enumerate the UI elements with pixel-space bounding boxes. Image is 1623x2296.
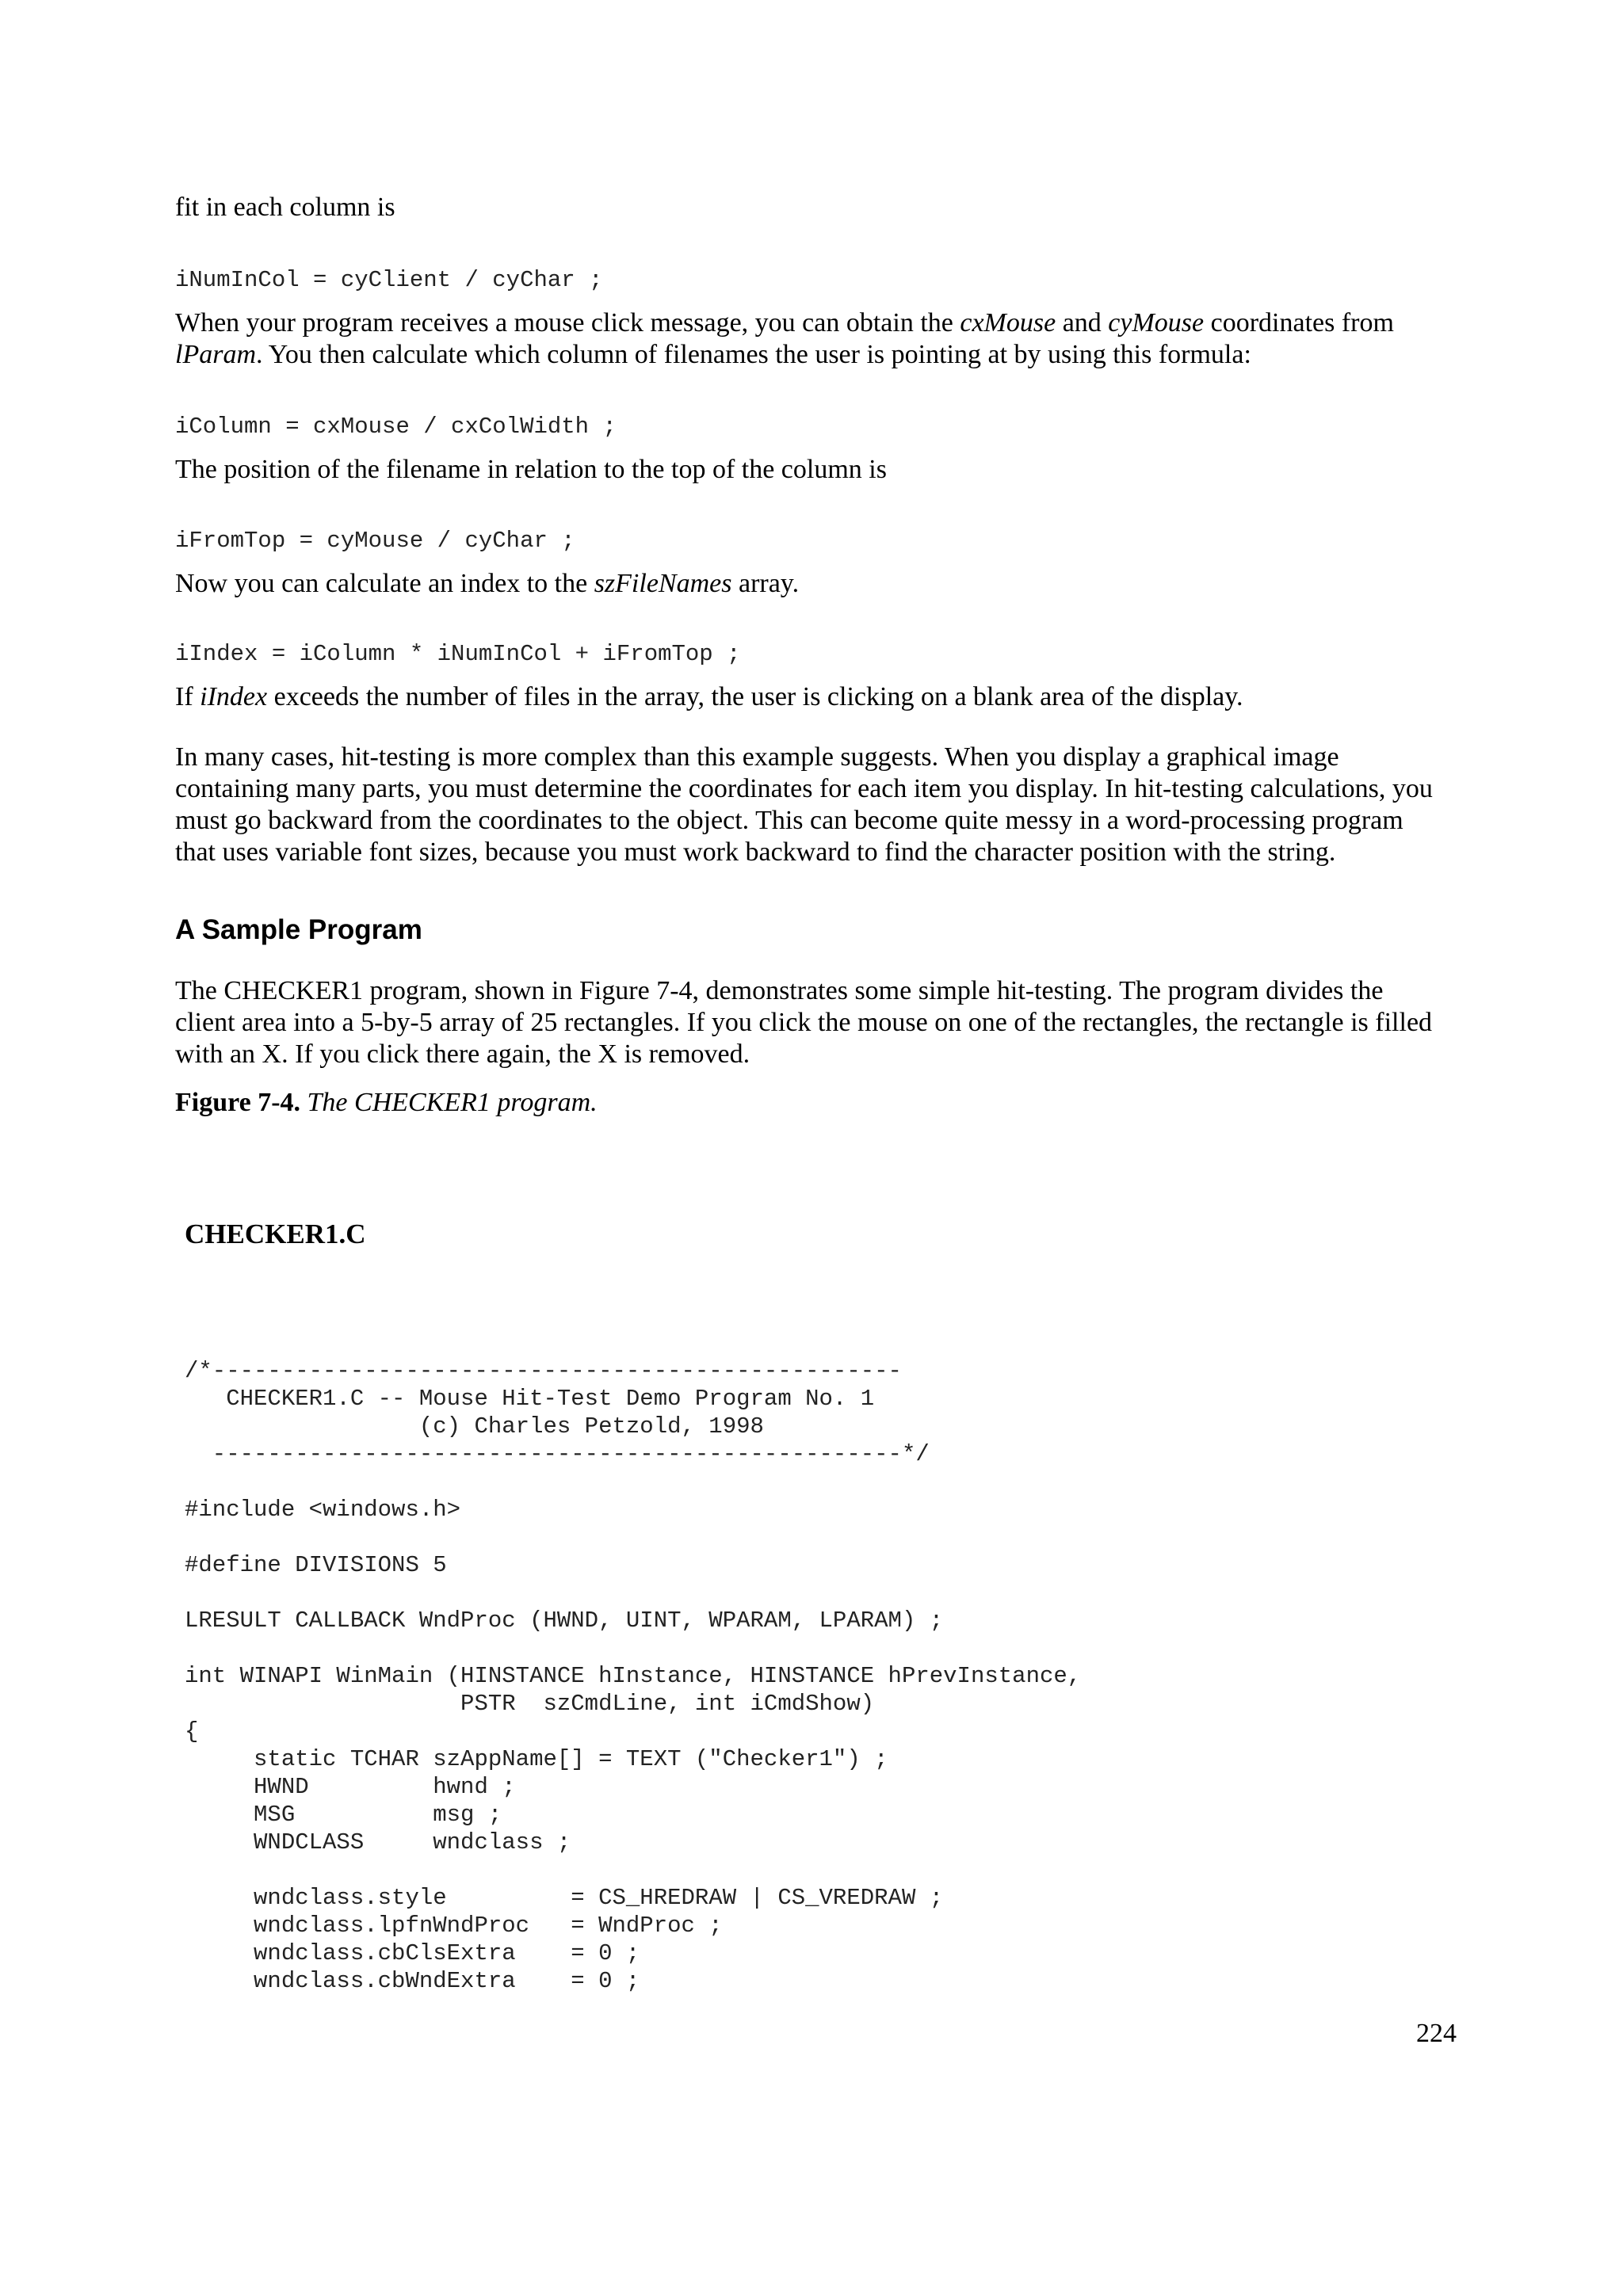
code-listing-line: #include <windows.h>: [185, 1497, 461, 1523]
code-listing-line: [185, 1856, 1081, 1884]
code-listing-line: (c) Charles Petzold, 1998: [185, 1413, 764, 1440]
code-listing-line: wndclass.cbClsExtra = 0 ;: [185, 1940, 640, 1966]
paragraph-mouse-click: When your program receives a mouse click message, you can obtain the cxMouse and cyMouse coordinates from lParam. You then calculate which column of filenames the user is pointing at by using this formula:: [175, 308, 1401, 369]
section-heading: A Sample Program: [175, 914, 422, 945]
code-line-column: iColumn = cxMouse / cxColWidth ;: [175, 414, 617, 440]
code-listing-line: HWND hwnd ;: [185, 1774, 516, 1800]
paragraph-blank-area: If iIndex exceeds the number of files in the array, the user is clicking on a blank area of the display.: [175, 682, 1243, 711]
paragraph-position: The position of the filename in relation to the top of the column is: [175, 455, 887, 484]
code-listing-line: wndclass.cbWndExtra = 0 ;: [185, 1968, 640, 1994]
paragraph-intro: fit in each column is: [175, 193, 395, 222]
paragraph-checker1: The CHECKER1 program, shown in Figure 7-4, demonstrates some simple hit-testing. The program divides the client area into a 5-by-5 array of 25 rectangles. If you click the mouse on one of the rectangles, the rectangle is filled with an X. If you click there again, the X is removed.: [175, 976, 1433, 1069]
code-listing-line: [185, 1524, 1081, 1551]
code-listing-line: [185, 1634, 1081, 1662]
page-number: 224: [1416, 2019, 1457, 2048]
listing-title: CHECKER1.C: [185, 1219, 366, 1249]
code-listing-line: wndclass.style = CS_HREDRAW | CS_VREDRAW ;: [185, 1885, 944, 1911]
code-listing-line: [185, 1468, 1081, 1496]
code-line-fromtop: iFromTop = cyMouse / cyChar ;: [175, 528, 575, 554]
code-listing-line: PSTR szCmdLine, int iCmdShow): [185, 1691, 875, 1717]
paragraph-index: Now you can calculate an index to the szFileNames array.: [175, 569, 800, 598]
code-listing-line: MSG msg ;: [185, 1802, 502, 1828]
code-listing-line: /*--------------------------------------------------: [185, 1358, 902, 1384]
figure-caption: Figure 7-4. The CHECKER1 program.: [175, 1088, 598, 1117]
code-listing: [185, 1357, 1081, 1995]
code-listing-line: {: [185, 1718, 199, 1745]
code-listing-line: CHECKER1.C -- Mouse Hit-Test Demo Program No. 1: [185, 1386, 875, 1412]
code-listing-line: wndclass.lpfnWndProc = WndProc ;: [185, 1913, 723, 1939]
code-line-numincol: iNumInCol = cyClient / cyChar ;: [175, 267, 603, 293]
code-line-index: iIndex = iColumn * iNumInCol + iFromTop ;: [175, 641, 741, 667]
code-listing-line: int WINAPI WinMain (HINSTANCE hInstance, HINSTANCE hPrevInstance,: [185, 1663, 1082, 1689]
code-listing-line: #define DIVISIONS 5: [185, 1552, 447, 1578]
code-listing-line: static TCHAR szAppName[] = TEXT ("Checker1") ;: [185, 1746, 888, 1772]
paragraph-complex: In many cases, hit-testing is more complex than this example suggests. When you display a graphical image containing many parts, you must determine the coordinates for each item you display. In hit-testing calculations, you must go backward from the coordinates to the object. This can become quite messy in a word-processing program that uses variable font sizes, because you must work backward to find the character position with the string.: [175, 742, 1433, 867]
code-listing-line: [185, 1579, 1081, 1607]
code-listing-line: LRESULT CALLBACK WndProc (HWND, UINT, WPARAM, LPARAM) ;: [185, 1608, 944, 1634]
code-listing-line: --------------------------------------------------*/: [185, 1441, 930, 1467]
code-listing-line: WNDCLASS wndclass ;: [185, 1829, 571, 1855]
